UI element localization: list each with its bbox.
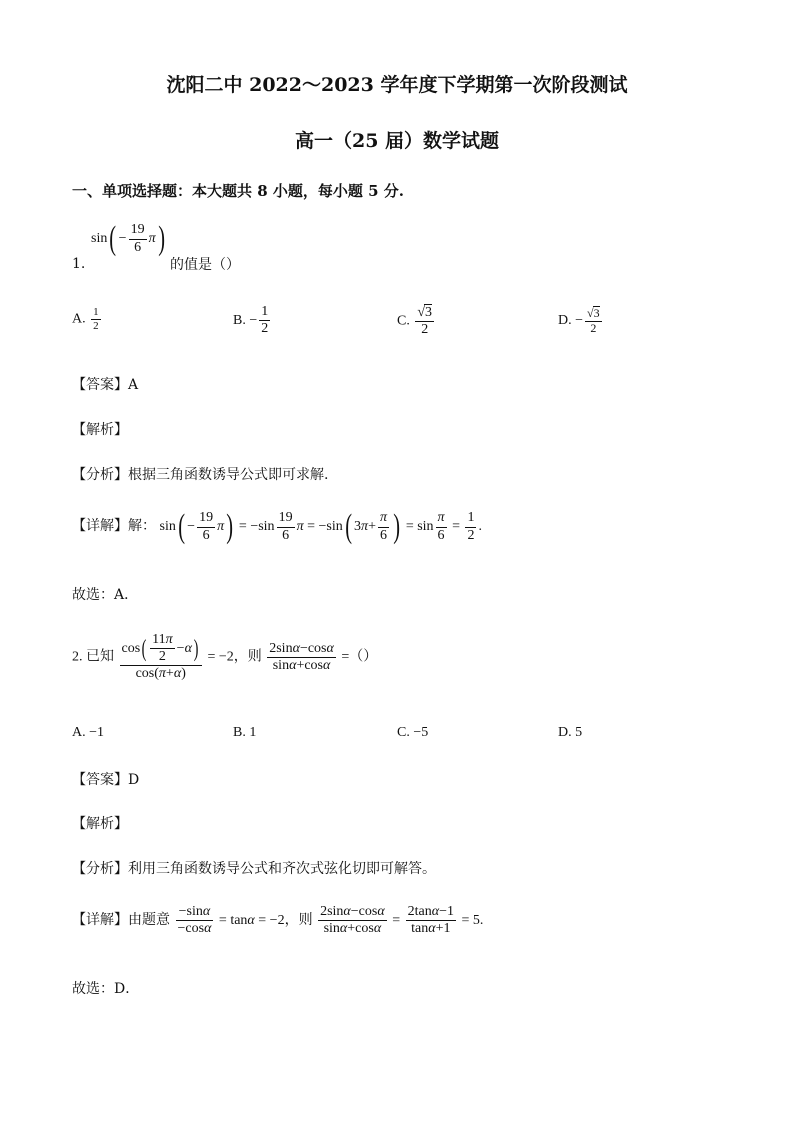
q2-option-b: B. 1 <box>233 725 257 740</box>
q2-option-a: A. −1 <box>72 725 105 740</box>
q2-fenxi: 【分析】利用三角函数诱导公式和齐次式弦化切即可解答。 <box>72 861 436 877</box>
q1-option-a: A. $\frac{1}{2}$ <box>72 306 99 332</box>
q2-analysis-tag: 【解析】 <box>72 816 128 832</box>
q2-option-c: C. −5 <box>397 725 429 740</box>
q1-answer: 【答案】A <box>72 377 139 393</box>
q1-option-c: C. $\frac{√3}{2}$ <box>397 305 433 338</box>
q2-answer: 【答案】D <box>72 772 140 788</box>
q2-detail: 【详解】由题意 $\frac{-\sin\alpha}{-\cos\alpha}$ = tanα = −2，则 $\frac{2\sin\alpha-\cos\alpha}{\sin\alpha+\cos\alpha}$ = $\frac{2\tan\alpha-1}{\tan\alpha+1}$ = 5. <box>72 904 484 937</box>
q1-conclusion: 故选：A． <box>72 587 139 603</box>
q1-suffix: 的值是（） <box>170 257 240 273</box>
q1-fenxi: 【分析】根据三角函数诱导公式即可求解. <box>72 467 329 483</box>
q2-conclusion: 故选：D． <box>72 981 140 997</box>
q1-analysis-tag: 【解析】 <box>72 422 128 438</box>
section-heading: 一、单项选择题：本大题共 8 小题，每小题 5 分. <box>72 182 404 200</box>
q1-option-d: D. − $\frac{√3}{2}$ <box>558 306 600 335</box>
q1-number: 1. <box>72 256 86 272</box>
q1-expression: sin( − $\frac{19}{6}$ π) <box>91 220 165 257</box>
q1-detail: 【详解】解： sin( − $\frac{19}{6}$ π) = −sin $\frac{19}{6}$ π = −sin( 3π+ $\frac{\pi}{6}$ ) = sin $\frac{\pi}{6}$ = $\frac{1}{2}$ . <box>72 508 482 545</box>
page-title: 沈阳二中 2022～2023 学年度下学期第一次阶段测试 <box>166 74 628 96</box>
q2-stem: 2. 已知 cos( $\frac{11\pi}{2}$ −α) cos(π+α) = −2，则 $\frac{2\sin\alpha-\cos\alpha}{\sin\alpha+\cos\alpha}$ =（） <box>72 632 378 682</box>
q1-option-b: B. − $\frac{1}{2}$ <box>233 304 269 337</box>
q2-option-d: D. 5 <box>558 725 583 740</box>
page-subtitle: 高一（25 届）数学试题 <box>294 130 500 152</box>
